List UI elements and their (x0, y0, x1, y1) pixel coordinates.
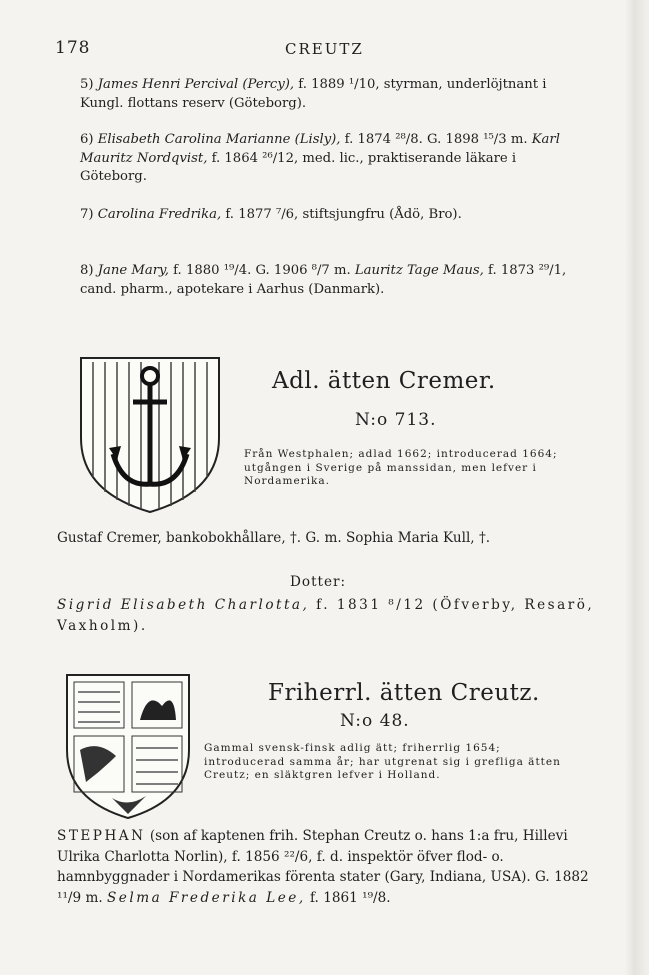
dotter-label: Dotter: (290, 574, 347, 590)
cremer-coat-of-arms (75, 352, 225, 516)
cremer-number: N:o 713. (355, 410, 437, 430)
cremer-intro: Från Westphalen; adlad 1662; introducerad 1664; utgången i Sverige på manssidan, men lefver i Nordamerika. (244, 448, 558, 487)
entry-5: 5) James Henri Percival (Percy), f. 1889 ¹/10, styrman, underlöjtnant i Kungl. flottans reserv (Göteborg). (80, 77, 547, 111)
entry-7: 7) Carolina Fredrika, f. 1877 ⁷/6, stiftsjungfru (Ådö, Bro). (80, 207, 462, 222)
page-edge (625, 0, 649, 975)
cremer-daughter: Sigrid Elisabeth Charlotta, f. 1831 ⁸/12 (Öfverby, Resarö, Vaxholm). (57, 597, 595, 634)
cremer-title: Adl. ätten Cremer. (272, 368, 496, 394)
running-head: CREUTZ (285, 40, 364, 58)
entry-8: 8) Jane Mary, f. 1880 ¹⁹/4. G. 1906 ⁸/7 m. Lauritz Tage Maus, f. 1873 ²⁹/1, cand. pharm., apotekare i Aarhus (Danmark). (80, 263, 567, 297)
page-number: 178 (55, 38, 91, 58)
creutz-intro: Gammal svensk-finsk adlig ätt; friherrlig 1654; introducerad samma år; har utgrenat sig i grefliga ätten Creutz; en släktgren lefver i Holland. (204, 742, 561, 781)
creutz-coat-of-arms (62, 670, 194, 822)
creutz-number: N:o 48. (340, 711, 410, 731)
creutz-title: Friherrl. ätten Creutz. (268, 680, 540, 706)
entry-6: 6) Elisabeth Carolina Marianne (Lisly), f. 1874 ²⁸/8. G. 1898 ¹⁵/3 m. Karl Mauritz Nordqvist, f. 1864 ²⁶/12, med. lic., praktiserande läkare i Göteborg. (80, 132, 560, 185)
cremer-member: Gustaf Cremer, bankobokhållare, †. G. m. Sophia Maria Kull, †. (57, 530, 491, 546)
creutz-stephan: STEPHAN (son af kaptenen frih. Stephan Creutz o. hans 1:a fru, Hillevi Ulrika Charlotta Norlin), f. 1856 ²²/6, f. d. inspektör öfver flod- o. hamnbyggnader i Nordamerikas förenta stater (Gary, Indiana, USA). G. 1882 ¹¹/9 m. Selma Frederika Lee, f. 1861 ¹⁹/8. (57, 828, 589, 906)
